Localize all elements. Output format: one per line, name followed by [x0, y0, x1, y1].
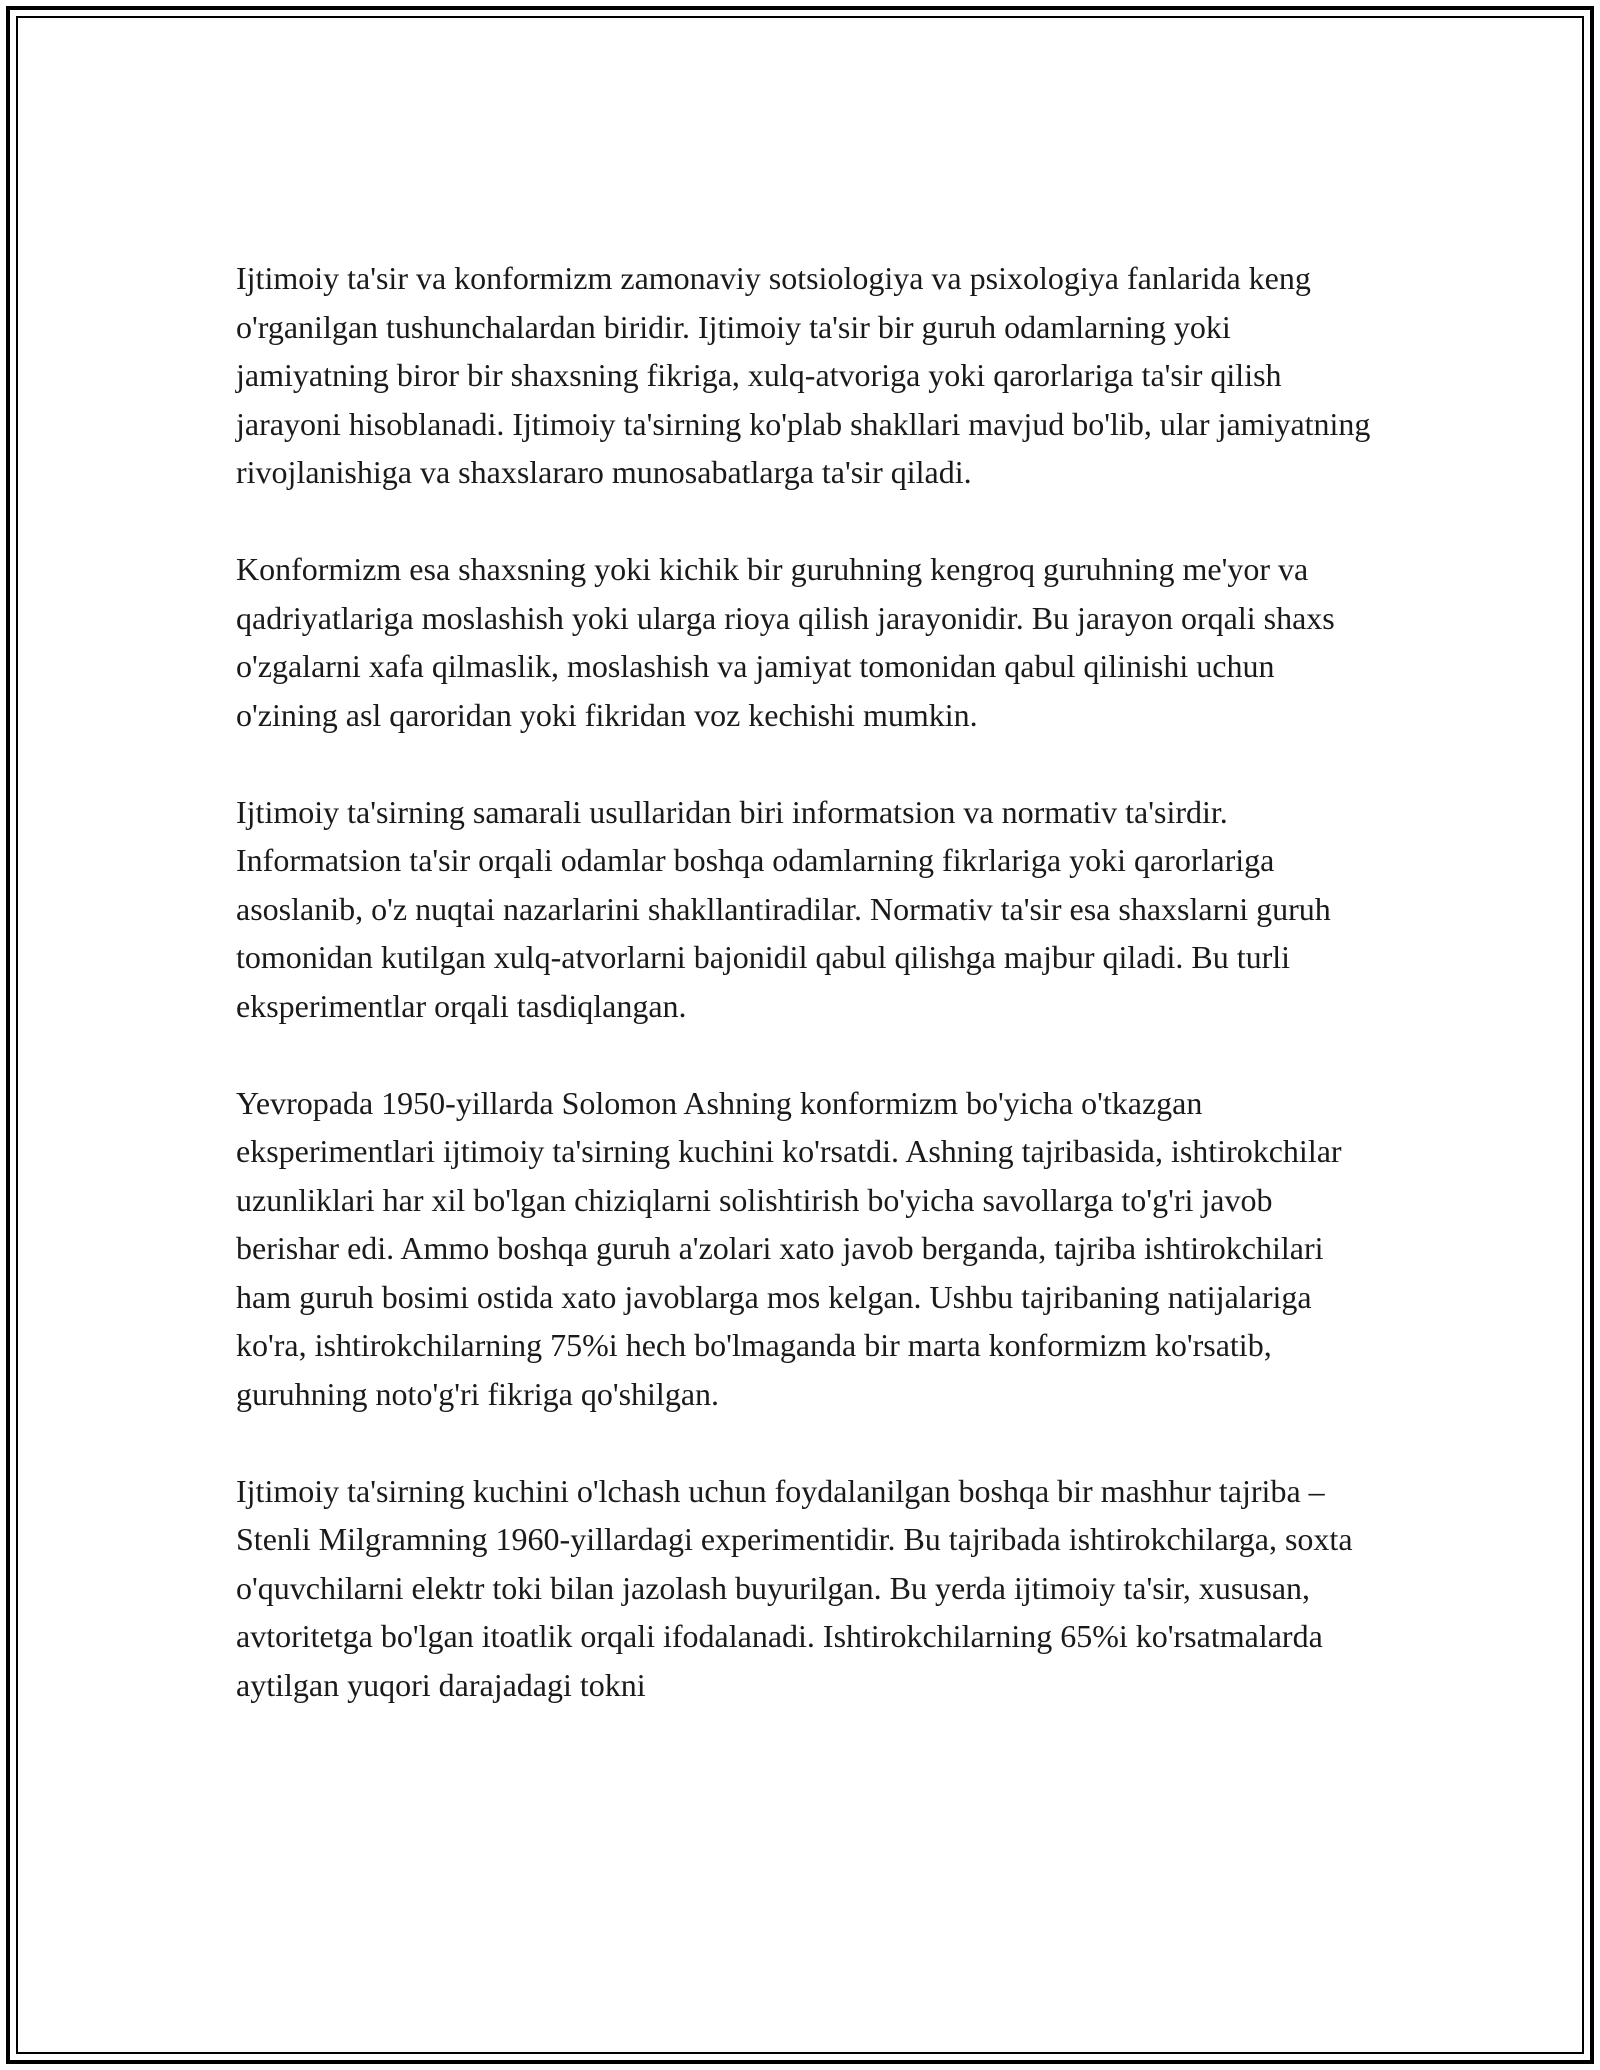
paragraph-conformism-definition: Konformizm esa shaxsning yoki kichik bir guruhning kengroq guruhning me'yor va qadriyatlariga moslashish yoki ularga rioya qilish jarayonidir. Bu jarayon orqali shaxs o'zgalarni xafa qilmaslik, moslashish va jamiyat tomonidan qabul qilinishi uchun o'zining asl qaroridan yoki fikridan voz kechishi mumkin. — [236, 551, 1335, 733]
paragraph-social-influence-intro: Ijtimoiy ta'sir va konformizm zamonaviy sotsiologiya va psixologiya fanlarida keng o'rganilgan tushunchalardan biridir. Ijtimoiy ta'sir bir guruh odamlarning yoki jamiyatning biror bir shaxsning fikriga, xulq-atvoriga yoki qarorlariga ta'sir qilish jarayoni hisoblanadi. Ijtimoiy ta'sirning ko'plab shakllari mavjud bo'lib, ular jamiyatning rivojlanishiga va shaxslararo munosabatlarga ta'sir qiladi. — [236, 260, 1371, 490]
paragraph-informational-normative: Ijtimoiy ta'sirning samarali usullaridan biri informatsion va normativ ta'sirdir. Informatsion ta'sir orqali odamlar boshqa odamlarning fikrlariga yoki qarorlariga asoslanib, o'z nuqtai nazarlarini shakllantiradilar. Normativ ta'sir esa shaxslarni guruh tomonidan kutilgan xulq-atvorlarni bajonidil qabul qilishga majbur qiladi. Bu turli eksperimentlar orqali tasdiqlangan. — [236, 793, 1331, 1024]
document-body — [236, 254, 1376, 1709]
paragraph-milgram-experiment: Ijtimoiy ta'sirning kuchini o'lchash uchun foydalanilgan boshqa bir mashhur tajriba – Stenli Milgramning 1960-yillardagi experimentidir. Bu tajribada ishtirokchilarga, soxta o'quvchilarni elektr toki bilan jazolash buyurilgan. Bu yerda ijtimoiy ta'sir, xususan, avtoritetga bo'lgan itoatlik orqali ifodalanadi. Ishtirokchilarning 65%i ko'rsatmalarda aytilgan yuqori darajadagi tokni — [236, 1472, 1353, 1703]
paragraph-asch-experiment: Yevropada 1950-yillarda Solomon Ashning konformizm bo'yicha o'tkazgan eksperimentlari ijtimoiy ta'sirning kuchini ko'rsatdi. Ashning tajribasida, ishtirokchilar uzunliklari har xil bo'lgan chiziqlarni solishtirish bo'yicha savollarga to'g'ri javob berishar edi. Ammo boshqa guruh a'zolari xato javob berganda, tajriba ishtirokchilari ham guruh bosimi ostida xato javoblarga mos kelgan. Ushbu tajribaning natijalariga ko'ra, ishtirokchilarning 75%i hech bo'lmaganda bir marta konformizm ko'rsatib, guruhning noto'g'ri fikriga qo'shilgan. — [236, 1084, 1342, 1412]
